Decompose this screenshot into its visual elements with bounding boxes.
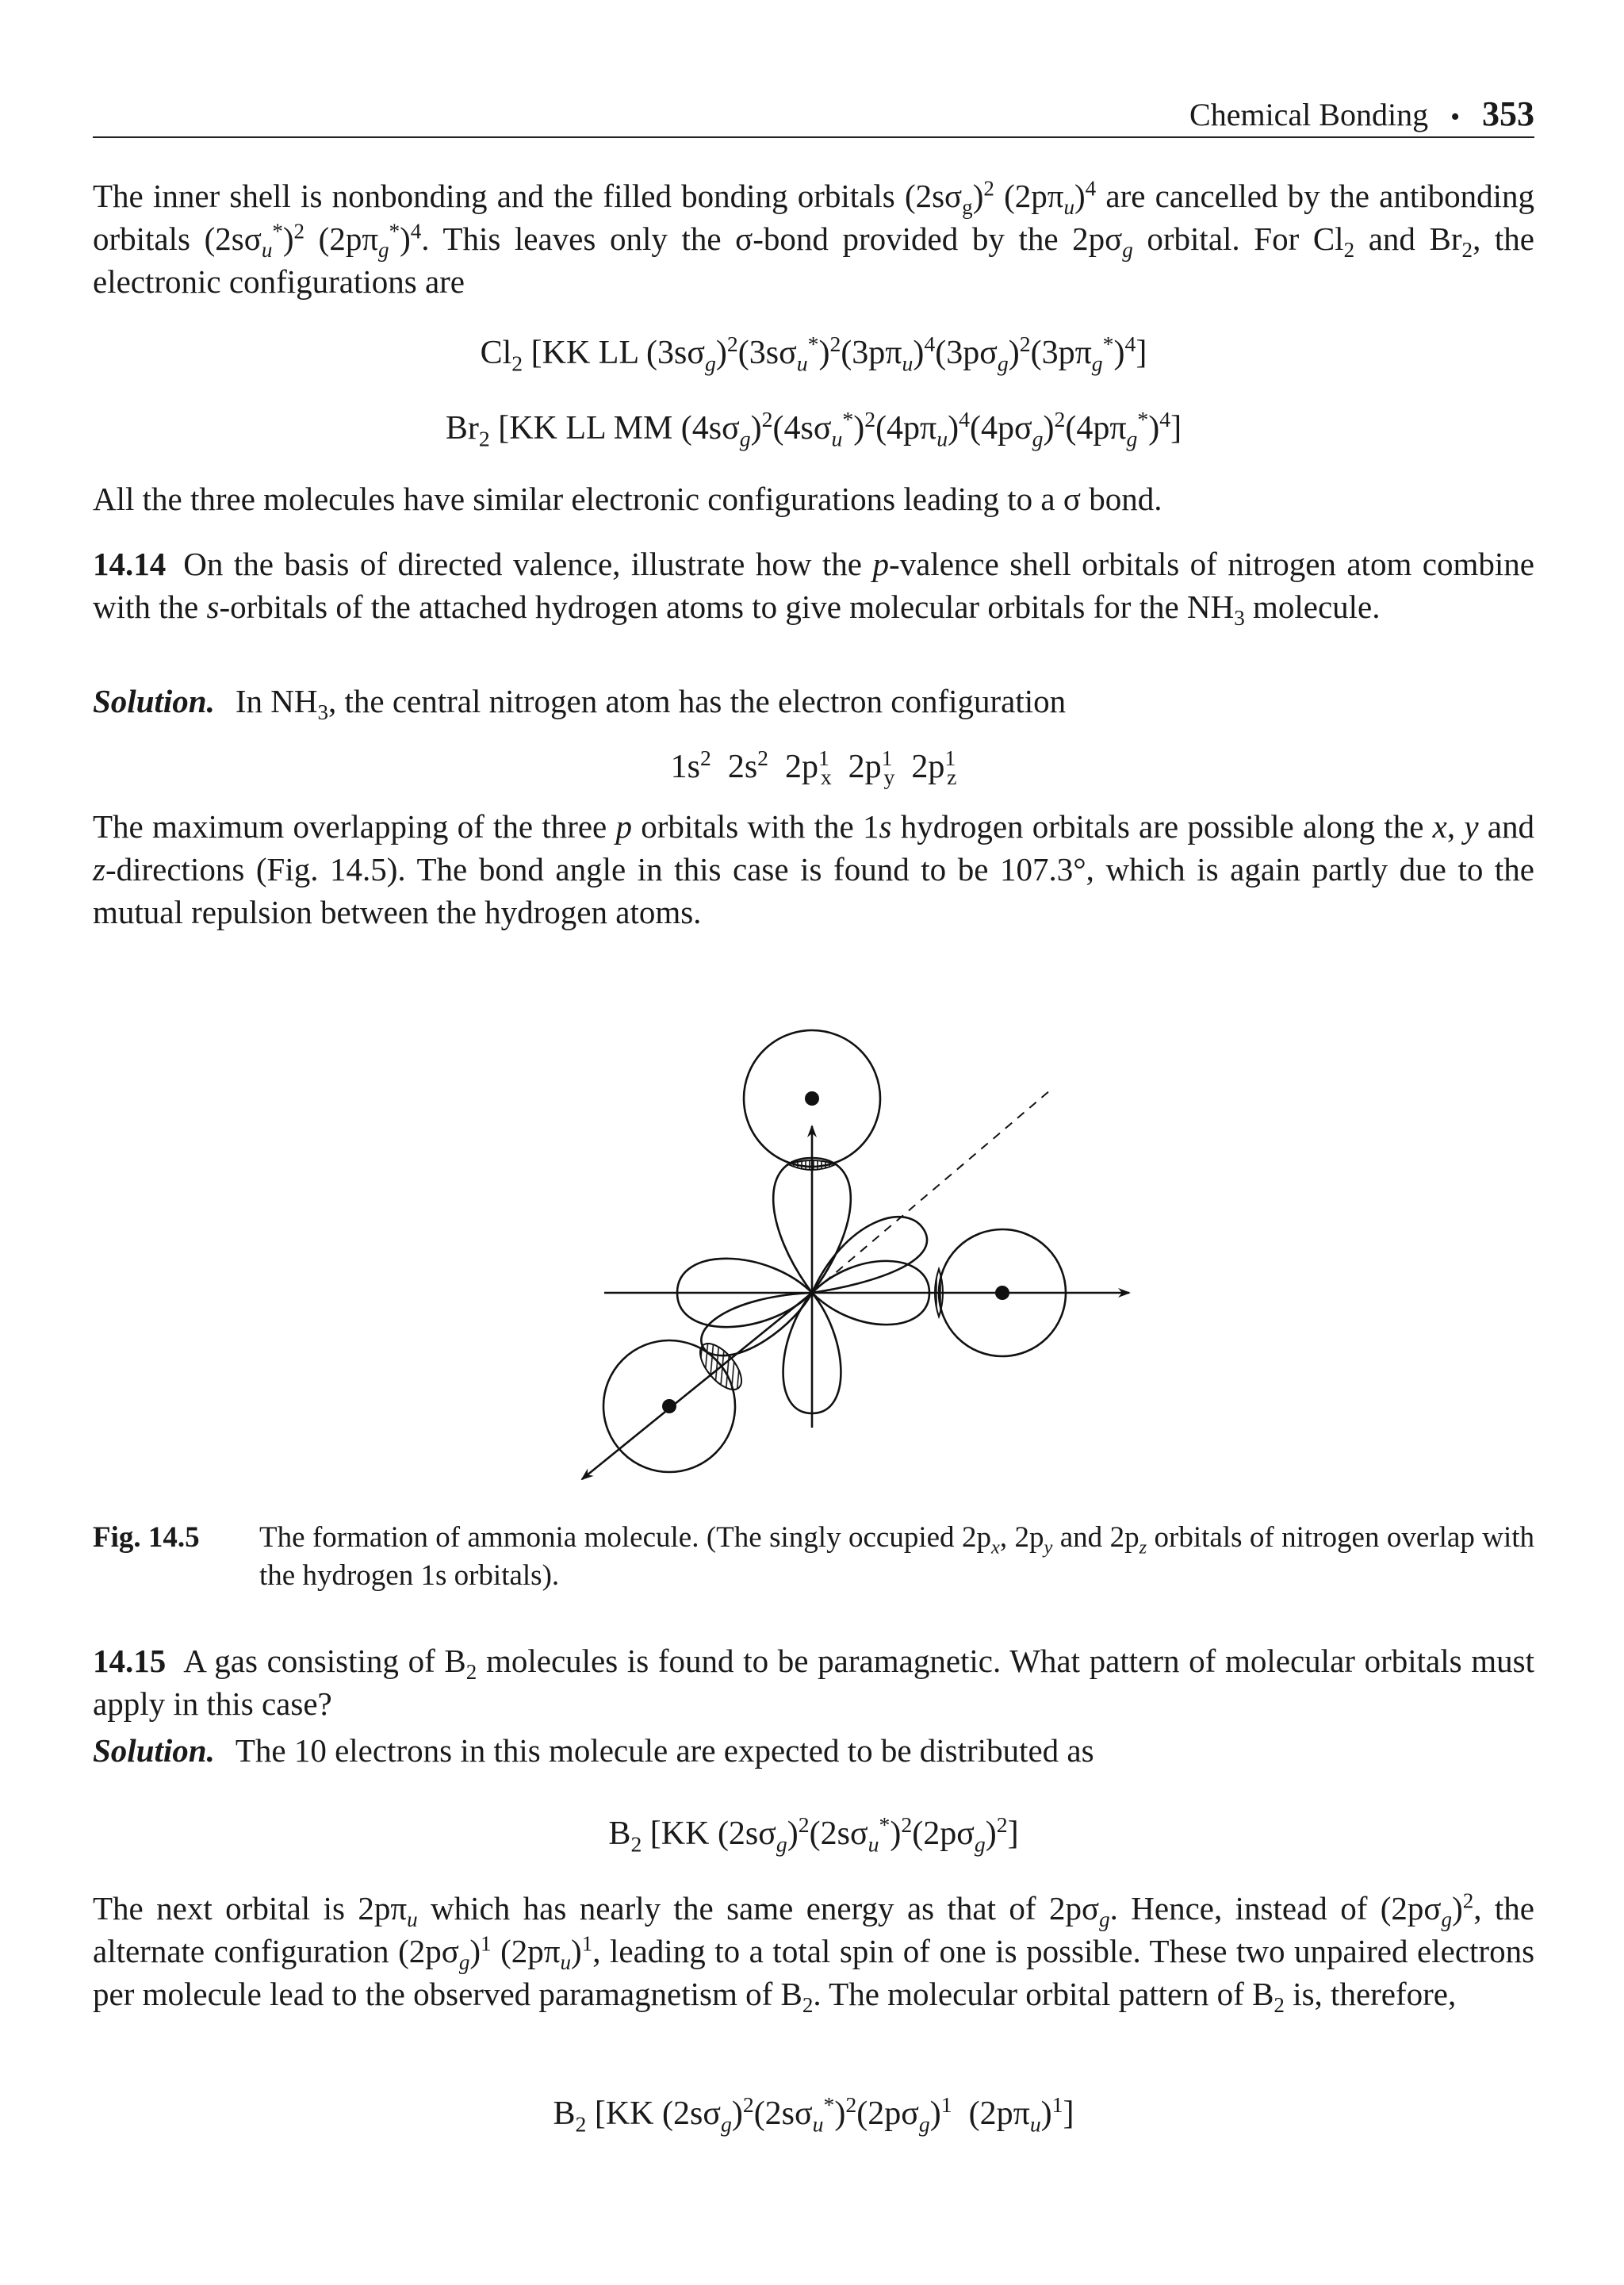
nucleus-top	[805, 1091, 819, 1106]
paragraph-overlap: The maximum overlapping of the three p orbitals with the 1s hydrogen orbitals are possible along the x, y and z-directions (Fig. 14.5). The bond angle in this case is found to be 107.3°, which is again partly due to the mutual repulsion between the hydrogen atoms.	[93, 808, 1534, 930]
equation-b2-initial: $B_2$ [KK $(2s\sigma_g)^2(2s\sigma_u^*)^2(2p\sigma_g)^2$]	[608, 1812, 1019, 1857]
lobe-pz-upright	[812, 1217, 927, 1293]
caption-text: The formation of ammonia molecule. (The singly occupied $2p_x$, $2p_y$ and $2p_z$ orbitals of nitrogen overlap with the hydrogen 1s orbitals).	[259, 1521, 1535, 1592]
overlap-top	[788, 1160, 836, 1170]
figure-ammonia-orbitals	[93, 952, 1534, 1507]
question-number: 14.14	[93, 546, 167, 582]
caption-label: Fig. 14.5	[93, 1521, 200, 1554]
paragraph-sigma-bond: All the three molecules have similar electronic configurations leading to a σ bond.	[93, 481, 1162, 517]
solution-14-15: Solution. The 10 electrons in this molecule are expected to be distributed as	[93, 1732, 1094, 1769]
paragraph-paramagnetism: The next orbital is $2p\pi_u$ which has nearly the same energy as that of $2p\sigma_g$. Hence, instead of $(2p\sigma_g)^2$, the alternate configuration $(2p\sigma_g)^1$ $(2p\pi_u)^1$, leading to a total spin of one is possible. These two unpaired electrons per molecule lead to the observed paramagnetism of $B_2$. The molecular orbital pattern of $B_2$ is, therefore,	[93, 1888, 1535, 2018]
question-14-15: 14.15 A gas consisting of $B_2$ molecules is found to be paramagnetic. What pattern of molecular orbitals must apply in this case?	[93, 1643, 1534, 1722]
header-bullet: •	[1450, 102, 1460, 132]
dashed-diagonal	[812, 1091, 1050, 1293]
solution-label: Solution.	[93, 683, 215, 719]
equation-cl2: $Cl_2$ [KK LL $(3s\sigma_g)^2(3s\sigma_u^*)^2(3p\pi_u)^4(3p\sigma_g)^2(3p\pi_g^*)^4$]	[480, 332, 1147, 376]
header-title: Chemical Bonding	[1189, 97, 1429, 132]
overlap-right	[935, 1269, 943, 1317]
question-14-14: 14.14 On the basis of directed valence, illustrate how the p-valence shell orbitals of nitrogen atom combine with the s-orbitals of the attached hydrogen atoms to give molecular orbitals for the $NH_3$ molecule.	[93, 546, 1534, 631]
solution-label: Solution.	[93, 1732, 215, 1769]
nucleus-right	[995, 1286, 1009, 1300]
equation-b2-final: $B_2$ [KK $(2s\sigma_g)^2(2s\sigma_u^*)^2(2p\sigma_g)^1$ $(2p\pi_u)^1$]	[553, 2092, 1074, 2137]
orbital-diagram	[93, 952, 1534, 1507]
page-number: 353	[1482, 94, 1534, 133]
running-header	[93, 89, 1534, 138]
equation-nitrogen-config: $1s^2$ $2s^2$ $2p^1_x$ $2p^1_y$ $2p^1_z$	[670, 746, 957, 790]
paragraph-inner-shell: The inner shell is nonbonding and the filled bonding orbitals $(2s\sigma_g)^2$ $(2p\pi_u)^4$ are cancelled by the antibonding orbitals $(2s\sigma_u^*)^2$ $(2p\pi_g^*)^4$. This leaves only the σ-bond provided by the $2p\sigma_g$ orbital. For $Cl_2$ and $Br_2$, the electronic configurations are	[93, 176, 1535, 300]
question-number: 14.15	[93, 1643, 167, 1679]
solution-14-14: Solution. In $NH_3$, the central nitrogen atom has the electron configuration	[93, 683, 1067, 725]
overlap-lower-left	[692, 1336, 749, 1396]
equation-br2: $Br_2$ [KK LL MM $(4s\sigma_g)^2(4s\sigma_u^*)^2(4p\pi_u)^4(4p\sigma_g)^2(4p\pi_g^*)^4$]	[445, 407, 1182, 451]
nucleus-lower-left	[662, 1399, 676, 1413]
